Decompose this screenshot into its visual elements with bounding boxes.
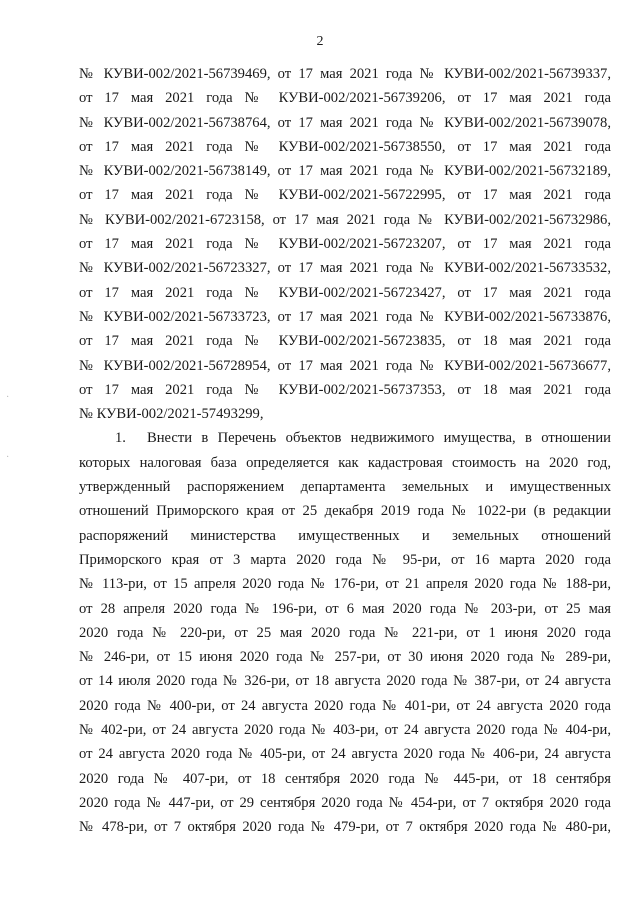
text-line: № КУВИ-002/2021-56738764, от 17 мая 2021 года № КУВИ-002/2021-56739078, <box>79 114 611 131</box>
text-line: утвержденный распоряжением департамента земельных и имущественных <box>79 479 611 496</box>
item-first-line <box>79 426 611 450</box>
text-line: от 17 мая 2021 года № КУВИ-002/2021-56739206, от 17 мая 2021 года <box>79 90 611 107</box>
text-line: распоряжений министерства имущественных и земельных отношений <box>79 527 611 544</box>
text-line: № 246-ри, от 15 июня 2020 года № 257-ри, от 30 июня 2020 года № 289-ри, <box>79 649 611 666</box>
text-line: № КУВИ-002/2021-56733723, от 17 мая 2021 года № КУВИ-002/2021-56733876, <box>79 308 611 325</box>
item-number: 1. <box>115 430 126 447</box>
text-line: № КУВИ-002/2021-56738149, от 17 мая 2021 года № КУВИ-002/2021-56732189, <box>79 163 611 180</box>
text-line: от 28 апреля 2020 года № 196-ри, от 6 мая 2020 года № 203-ри, от 25 мая <box>79 600 611 617</box>
text-line: отношений Приморского края от 25 декабря 2019 года № 1022-ри (в редакции <box>79 503 611 520</box>
text-line: № 478-ри, от 7 октября 2020 года № 479-ри, от 7 октября 2020 года № 480-ри, <box>79 819 611 836</box>
text-line: от 17 мая 2021 года № КУВИ-002/2021-56737353, от 18 мая 2021 года <box>79 381 611 398</box>
text-line: 2020 года № 400-ри, от 24 августа 2020 года № 401-ри, от 24 августа 2020 года <box>79 697 611 714</box>
page-number: 2 <box>316 34 324 49</box>
text-line: от 17 мая 2021 года № КУВИ-002/2021-56723207, от 17 мая 2021 года <box>79 236 611 253</box>
text-line: Приморского края от 3 марта 2020 года № 95-ри, от 16 марта 2020 года <box>79 551 611 568</box>
text-line: от 17 мая 2021 года № КУВИ-002/2021-56723427, от 17 мая 2021 года <box>79 284 611 301</box>
text-line: № 402-ри, от 24 августа 2020 года № 403-ри, от 24 августа 2020 года № 404-ри, <box>79 722 611 739</box>
text-line: № 113-ри, от 15 апреля 2020 года № 176-ри, от 21 апреля 2020 года № 188-ри, <box>79 576 611 593</box>
text-line: № КУВИ-002/2021-56723327, от 17 мая 2021 года № КУВИ-002/2021-56733532, <box>79 260 611 277</box>
registry-numbers-paragraph <box>79 62 611 426</box>
text-line: № КУВИ-002/2021-6723158, от 17 мая 2021 года № КУВИ-002/2021-56732986, <box>79 211 611 228</box>
margin-mark: · <box>6 392 10 403</box>
text-line: от 17 мая 2021 года № КУВИ-002/2021-56722995, от 17 мая 2021 года <box>79 187 611 204</box>
item-first-line-text: Внести в Перечень объектов недвижимого имущества, в отношении <box>147 430 611 447</box>
text-line: № КУВИ-002/2021-56728954, от 17 мая 2021 года № КУВИ-002/2021-56736677, <box>79 357 611 374</box>
margin-mark: · <box>6 452 10 463</box>
text-line: от 17 мая 2021 года № КУВИ-002/2021-56723835, от 18 мая 2021 года <box>79 333 611 350</box>
text-line: 2020 года № 407-ри, от 18 сентября 2020 года № 445-ри, от 18 сентября <box>79 770 611 787</box>
document-body <box>79 62 611 840</box>
text-line: от 17 мая 2021 года № КУВИ-002/2021-56738550, от 17 мая 2021 года <box>79 138 611 155</box>
text-line: 2020 года № 447-ри, от 29 сентября 2020 года № 454-ри, от 7 октября 2020 года <box>79 794 611 811</box>
text-line: 2020 года № 220-ри, от 25 мая 2020 года № 221-ри, от 1 июня 2020 года <box>79 624 611 641</box>
text-line: от 24 августа 2020 года № 405-ри, от 24 августа 2020 года № 406-ри, 24 августа <box>79 746 611 763</box>
text-line: № КУВИ-002/2021-56739469, от 17 мая 2021 года № КУВИ-002/2021-56739337, <box>79 66 611 82</box>
text-line: которых налоговая база определяется как кадастровая стоимость на 2020 год, <box>79 454 611 471</box>
numbered-item-1 <box>79 426 611 839</box>
text-line: № КУВИ-002/2021-57493299, <box>79 406 264 423</box>
text-line: от 14 июля 2020 года № 326-ри, от 18 августа 2020 года № 387-ри, от 24 августа <box>79 673 611 690</box>
